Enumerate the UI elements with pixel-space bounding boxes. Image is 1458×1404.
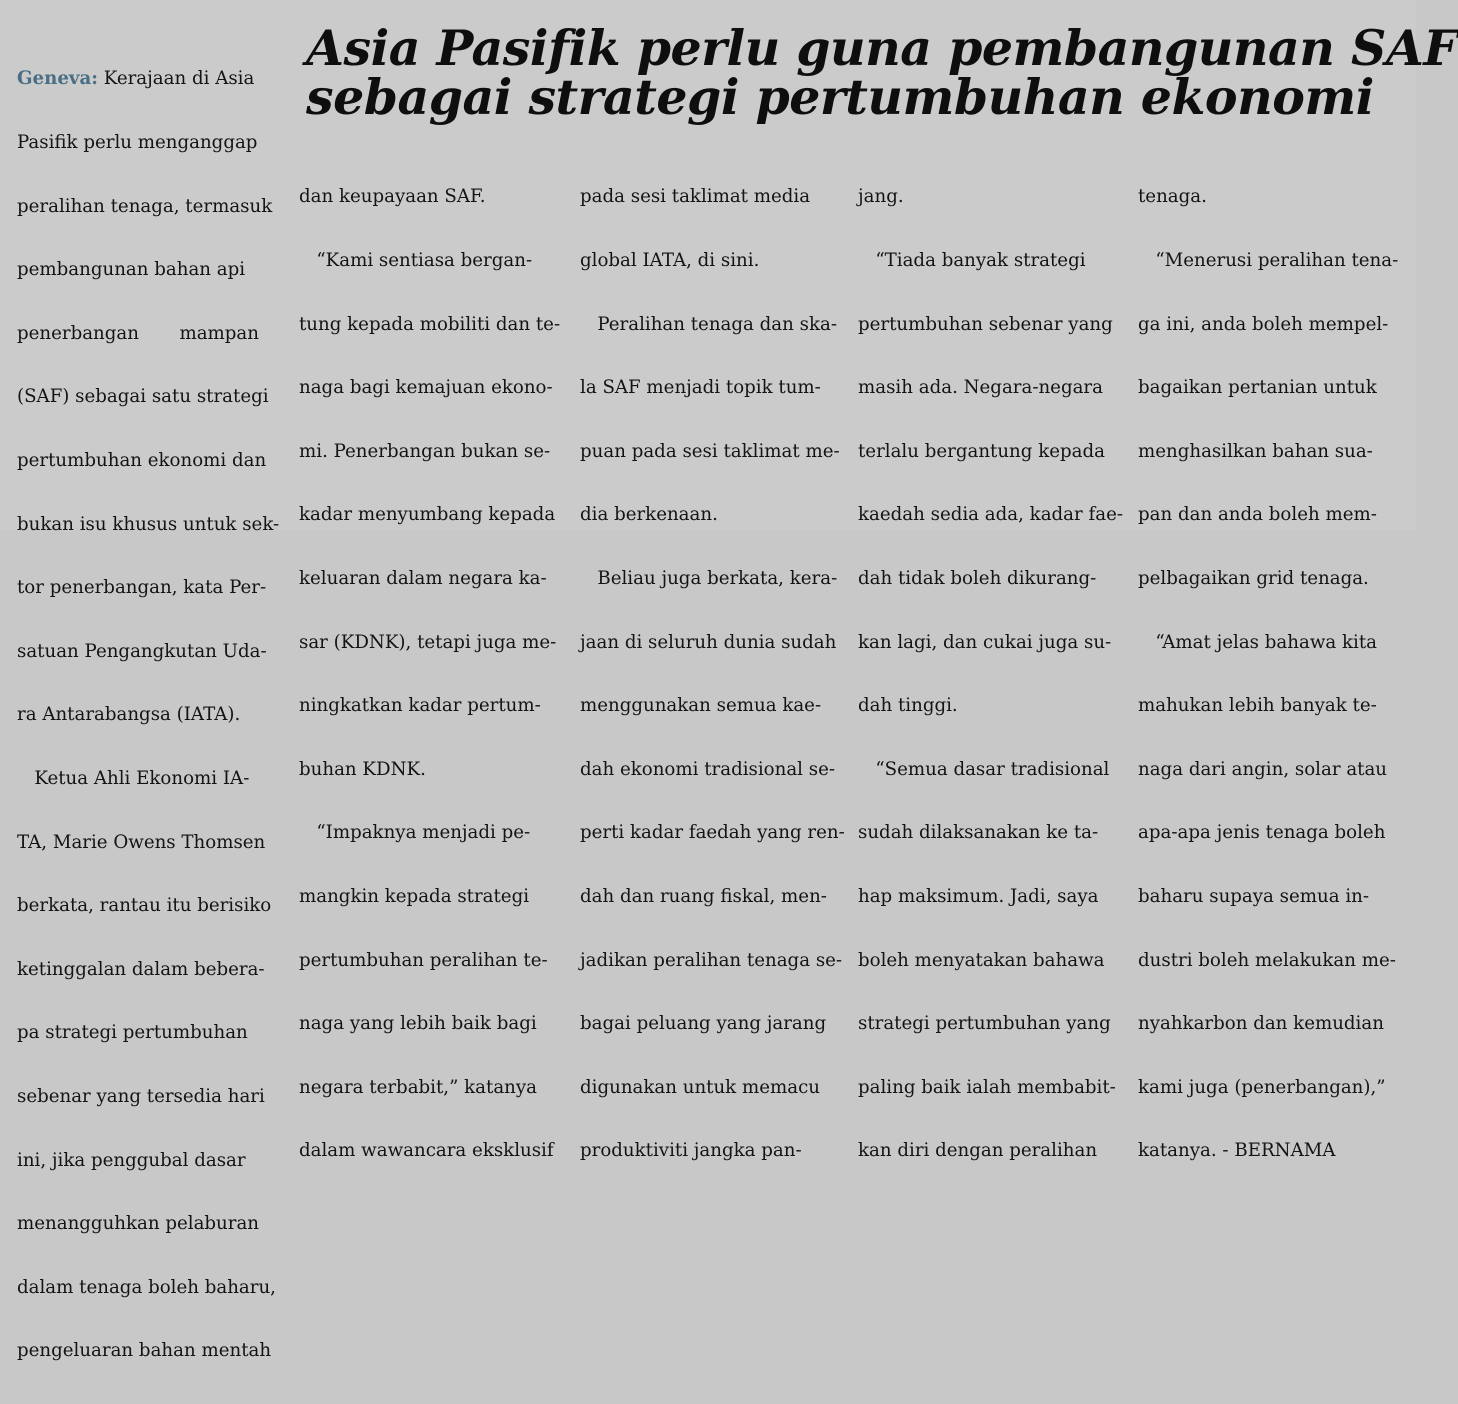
column-1-line: berkata, rantau itu berisiko (17, 895, 272, 917)
column-4-line: paling baik ialah membabit- (858, 1076, 1116, 1098)
column-2-line: dan keupayaan SAF. (299, 186, 486, 208)
column-2-line: naga bagi kemajuan ekono- (299, 377, 553, 399)
column-2-line: naga yang lebih baik bagi (299, 1013, 537, 1035)
column-3-line: dia berkenaan. (580, 504, 718, 526)
headline-line-2: sebagai strategi pertumbuhan ekonomi (306, 68, 1374, 126)
column-1-line: pengeluaran bahan mentah (17, 1340, 272, 1362)
column-5-line: tenaga. (1138, 186, 1207, 208)
column-5 (1138, 144, 1398, 1204)
column-2-line: “Kami sentiasa bergan- (299, 250, 533, 271)
column-4-line: boleh menyatakan bahawa (858, 949, 1105, 971)
column-3-line: jaan di seluruh dunia sudah (580, 631, 837, 653)
column-4-line: kan lagi, dan cukai juga su- (858, 631, 1112, 653)
column-4-line: “Tiada banyak strategi (858, 250, 1086, 271)
column-5-line: menghasilkan bahan sua- (1138, 440, 1373, 462)
column-5-line: kami juga (penerbangan),” (1138, 1076, 1386, 1098)
column-1-line: peralihan tenaga, termasuk (17, 195, 273, 217)
column-2-line: mi. Penerbangan bukan se- (299, 440, 551, 462)
column-2-line: buhan KDNK. (299, 758, 426, 780)
column-4-line: terlalu bergantung kepada (858, 440, 1105, 462)
column-5-line: naga dari angin, solar atau (1138, 758, 1388, 780)
column-5-line: “Menerusi peralihan tena- (1138, 250, 1399, 271)
column-4-line: dah tinggi. (858, 695, 958, 717)
column-5-line: dustri boleh melakukan me- (1138, 949, 1396, 971)
column-5-line: pelbagaikan grid tenaga. (1138, 567, 1369, 589)
column-2-line: dalam wawancara eksklusif (299, 1140, 554, 1162)
column-5-line: pan dan anda boleh mem- (1138, 504, 1377, 526)
column-1-line: bukan isu khusus untuk sek- (17, 513, 280, 535)
column-1-line: pembangunan bahan api (17, 259, 246, 281)
column-1-line: ra Antarabangsa (IATA). (17, 704, 241, 726)
column-2-line: keluaran dalam negara ka- (299, 567, 547, 589)
column-4-line: masih ada. Negara-negara (858, 377, 1103, 399)
headline (306, 19, 1458, 126)
column-3-line: digunakan untuk memacu (580, 1076, 820, 1098)
column-1-line: (SAF) sebagai satu strategi (17, 386, 269, 408)
column-2-line: sar (KDNK), tetapi juga me- (299, 631, 557, 653)
column-1-line: TA, Marie Owens Thomsen (17, 831, 266, 853)
column-2-line: kadar menyumbang kepada (299, 504, 556, 526)
column-2-line: ningkatkan kadar pertum- (299, 695, 541, 717)
column-1-line: penerbangan mampan (17, 322, 259, 344)
column-5-line: baharu supaya semua in- (1138, 885, 1370, 907)
column-3-line: menggunakan semua kae- (580, 695, 822, 717)
headline-line-1: Asia Pasifik perlu guna pembangunan SAF (306, 19, 1458, 77)
column-4-line: pertumbuhan sebenar yang (858, 313, 1113, 335)
column-2-line: pertumbuhan peralihan te- (299, 949, 548, 971)
column-5-line: “Amat jelas bahawa kita (1138, 631, 1378, 653)
column-3-line: produktiviti jangka pan- (580, 1140, 802, 1162)
column-5-line: nyahkarbon dan kemudian (1138, 1013, 1384, 1035)
column-3-line: jadikan peralihan tenaga se- (580, 949, 843, 971)
column-5-line: bagaikan pertanian untuk (1138, 377, 1377, 399)
column-4-line: hap maksimum. Jadi, saya (858, 885, 1099, 907)
column-2 (299, 144, 560, 1204)
column-4-line: “Semua dasar tradisional (858, 758, 1110, 780)
column-5-line: mahukan lebih banyak te- (1138, 695, 1377, 717)
column-3-line: Peralihan tenaga dan ska- (580, 313, 837, 335)
column-1-line: Ketua Ahli Ekonomi IA- (17, 767, 250, 789)
column-1-line: satuan Pengangkutan Udа- (17, 640, 267, 662)
column-2-line: negara terbabit,” katanya (299, 1076, 538, 1098)
column-3-line: global IATA, di sini. (580, 250, 760, 271)
column-5-line: katanya. - BERNAMA (1138, 1140, 1336, 1162)
column-1-line-1: Geneva: Kerajaan di Asia (17, 68, 255, 90)
column-1-line: Pasifik perlu menganggap (17, 132, 258, 153)
column-1-line: tor penerbangan, kata Per- (17, 577, 267, 599)
column-5-line: apa-apa jenis tenaga boleh (1138, 822, 1386, 844)
column-4-line: jang. (858, 186, 904, 208)
column-3-line: Beliau juga berkata, kera- (580, 567, 838, 589)
column-2-line: “Impaknya menjadi pe- (299, 822, 531, 844)
column-3-line: puan pada sesi taklimat me- (580, 440, 840, 462)
column-1-line: ketinggalan dalam bebera- (17, 958, 265, 980)
column-1-line: menangguhkan pelaburan (17, 1213, 260, 1235)
column-3-line: bagai peluang yang jarang (580, 1013, 827, 1035)
column-3-line: dah ekonomi tradisional se- (580, 758, 836, 780)
column-1-line: pertumbuhan ekonomi dan (17, 449, 267, 471)
column-1-line: sebenar yang tersedia hari (17, 1085, 265, 1107)
column-3-line: pada sesi taklimat media (580, 186, 811, 208)
column-4-line: strategi pertumbuhan yang (858, 1013, 1111, 1035)
column-2-line: mangkin kepada strategi (299, 885, 530, 907)
column-3-line: dah dan ruang fiskal, men- (580, 885, 827, 907)
column-4-line: sudah dilaksanakan ke ta- (858, 822, 1099, 844)
column-5-line: ga ini, anda boleh mempel- (1138, 313, 1389, 335)
column-2-line: tung kepada mobiliti dan te- (299, 313, 561, 335)
column-1-line: ini, jika penggubal dasar (17, 1149, 246, 1171)
column-1-line: dalam tenaga boleh baharu, (17, 1276, 276, 1298)
column-4-line: kan diri dengan peralihan (858, 1140, 1098, 1162)
dateline: Geneva: (17, 68, 98, 90)
column-1-line: pa strategi pertumbuhan (17, 1022, 248, 1044)
column-3-line: la SAF menjadi topik tum- (580, 377, 821, 399)
column-3-line: perti kadar faedah yang ren- (580, 822, 845, 844)
column-3 (580, 144, 845, 1204)
column-4 (858, 144, 1123, 1204)
column-4-line: dah tidak boleh dikurang- (858, 567, 1097, 589)
column-1 (17, 26, 279, 1404)
column-4-line: kaedah sedia ada, kadar fae- (858, 504, 1123, 526)
